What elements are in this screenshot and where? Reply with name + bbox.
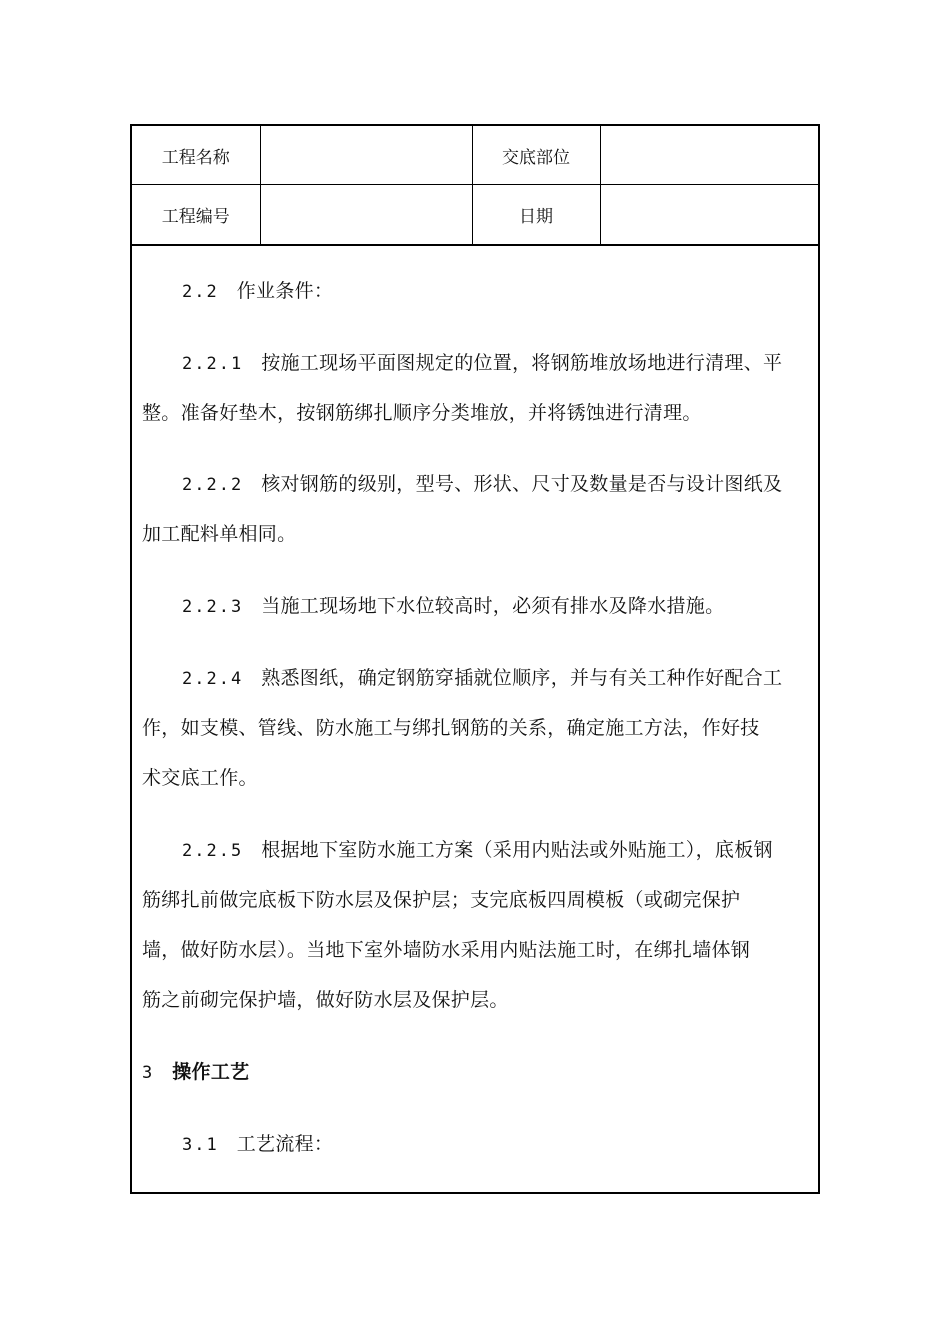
section-number: 3.1: [182, 1135, 219, 1155]
section-number: 2.2.2: [182, 475, 244, 495]
header-row-2: [132, 185, 818, 246]
disclosure-form: [130, 124, 820, 1194]
project-number-label: 工程编号: [132, 185, 260, 246]
section-3-heading: [142, 1057, 249, 1084]
section-title: 作业条件：: [236, 280, 334, 302]
header-table: [132, 126, 818, 246]
section-number: 2.2.3: [182, 597, 244, 617]
section-number: 2.2.5: [182, 841, 244, 861]
section-2-2-5-line-1: [142, 835, 773, 862]
section-2-2-1-line-2: 整。准备好垫木，按钢筋绑扎顺序分类堆放，并将锈蚀进行清理。: [142, 402, 702, 424]
paragraph-text: 按施工现场平面图规定的位置，将钢筋堆放场地进行清理、平: [261, 352, 783, 374]
section-2-2-3-line-1: [142, 591, 724, 618]
header-row-1: [132, 126, 818, 185]
section-title: 工艺流程：: [236, 1133, 334, 1155]
section-2-2-2-line-2: 加工配料单相同。: [142, 523, 297, 545]
section-2-2-5-line-3: 墙，做好防水层）。当地下室外墙防水采用内贴法施工时，在绑扎墙体钢: [142, 939, 751, 961]
project-name-value[interactable]: [260, 126, 472, 185]
section-title: 操作工艺: [172, 1061, 250, 1083]
section-2-2-1-line-1: [142, 348, 782, 375]
paragraph-text: 核对钢筋的级别，型号、形状、尺寸及数量是否与设计图纸及: [261, 473, 783, 495]
section-3-1-heading: [142, 1129, 333, 1156]
paragraph-text: 熟悉图纸，确定钢筋穿插就位顺序，并与有关工种作好配合工: [261, 667, 783, 689]
date-label: 日期: [472, 185, 600, 246]
paragraph-text: 当施工现场地下水位较高时，必须有排水及降水措施。: [261, 595, 725, 617]
section-2-2-4-line-2: 作，如支模、管线、防水施工与绑扎钢筋的关系，确定施工方法，作好技: [142, 717, 760, 739]
section-number: 2.2: [182, 282, 219, 302]
project-name-label: 工程名称: [132, 126, 260, 185]
section-number: 2.2.4: [182, 669, 244, 689]
section-2-2-4-line-3: 术交底工作。: [142, 767, 258, 789]
section-2-2-heading: [142, 276, 333, 303]
section-2-2-4-line-1: [142, 663, 782, 690]
location-value[interactable]: [600, 126, 818, 185]
location-label: 交底部位: [472, 126, 600, 185]
date-value[interactable]: [600, 185, 818, 246]
paragraph-text: 根据地下室防水施工方案（采用内贴法或外贴施工），底板钢: [261, 839, 773, 861]
section-number: 2.2.1: [182, 354, 244, 374]
project-number-value[interactable]: [260, 185, 472, 246]
section-number: 3: [142, 1063, 155, 1083]
section-2-2-2-line-1: [142, 469, 782, 496]
section-2-2-5-line-4: 筋之前砌完保护墙，做好防水层及保护层。: [142, 989, 509, 1011]
section-2-2-5-line-2: 筋绑扎前做完底板下防水层及保护层；支完底板四周模板（或砌完保护: [142, 889, 741, 911]
